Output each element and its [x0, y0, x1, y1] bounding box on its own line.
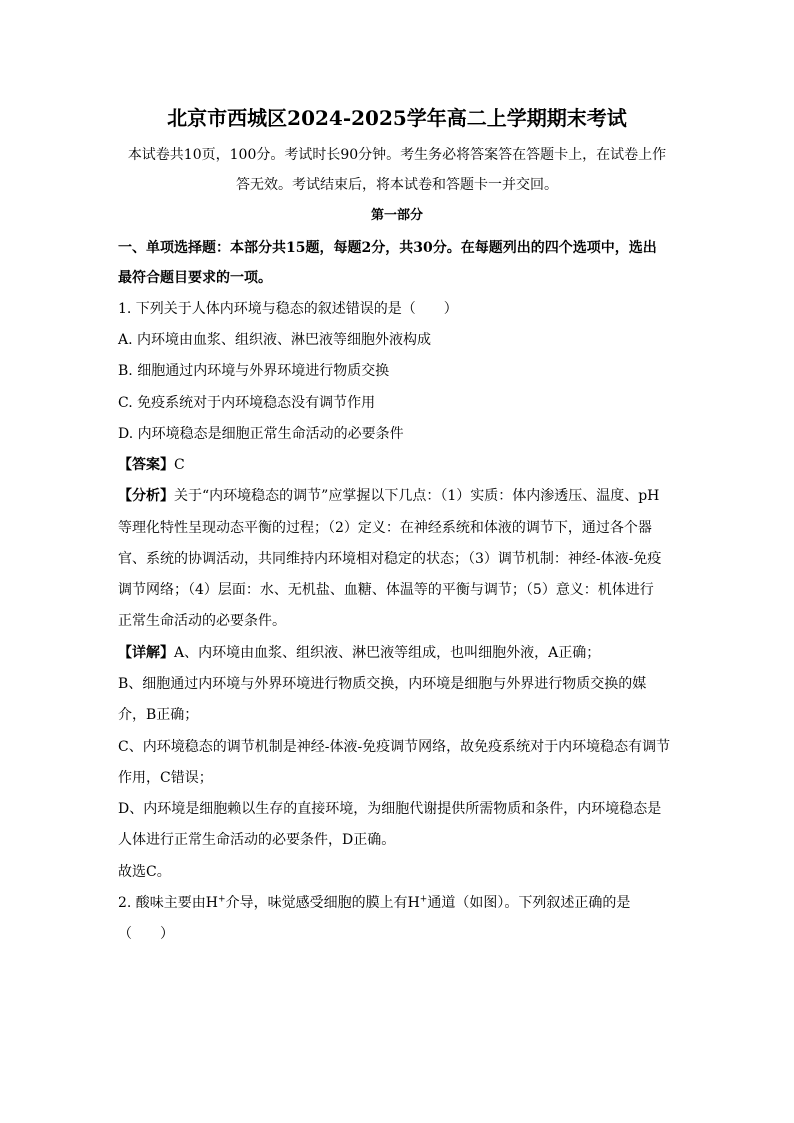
document-title: 北京市西城区2024-2025学年高二上学期期末考试 — [167, 106, 627, 130]
detail-label: 【详解】 — [118, 645, 174, 661]
conclusion-line: 故选C。 — [118, 864, 171, 880]
section-instructions-line-2: 最符合题目要求的一项。 — [118, 270, 272, 286]
analysis-line-1 — [118, 486, 659, 506]
superscript-plus-1: + — [218, 894, 226, 905]
analysis-line-5: 正常生命活动的必要条件。 — [118, 613, 286, 629]
question-2-stem-part-2: 介导，味觉感受细胞的膜上有H — [225, 895, 420, 911]
section-instructions-line-1: 一、单项选择题：本部分共15题，每题2分，共30分。在每题列出的四个选项中，选出 — [118, 240, 657, 256]
answer-line — [118, 455, 185, 475]
question-1-stem: 1. 下列关于人体内环境与稳态的叙述错误的是（ ） — [118, 301, 458, 317]
detail-line-5: 作用，C错误； — [118, 770, 213, 786]
analysis-label: 【分析】 — [118, 488, 174, 504]
detail-line-1 — [118, 643, 600, 663]
detail-line-6: D、内环境是细胞赖以生存的直接环境，为细胞代谢提供所需物质和条件，内环境稳态是 — [118, 801, 662, 817]
question-1-option-b: B. 细胞通过内环境与外界环境进行物质交换 — [118, 363, 390, 379]
superscript-plus-2: + — [419, 894, 428, 905]
intro-line-2: 答无效。考试结束后，将本试卷和答题卡一并交回。 — [236, 177, 558, 193]
question-2-stem-part-1: 2. 酸味主要由H — [118, 895, 219, 911]
detail-line-4: C、内环境稳态的调节机制是神经-体液-免疫调节网络，故免疫系统对于内环境稳态有调节 — [118, 739, 671, 755]
question-2-stem-part-3: 通道（如图）。下列叙述正确的是 — [427, 895, 631, 911]
analysis-line-2: 等理化特性呈现动态平衡的过程；（2）定义：在神经系统和体液的调节下，通过各个器 — [118, 520, 652, 536]
answer-label: 【答案】 — [118, 457, 174, 473]
question-1-option-c: C. 免疫系统对于内环境稳态没有调节作用 — [118, 395, 376, 411]
question-1-option-d: D. 内环境稳态是细胞正常生命活动的必要条件 — [118, 426, 404, 442]
answer-value: C — [174, 457, 185, 473]
question-1-option-a: A. 内环境由血浆、组织液、淋巴液等细胞外液构成 — [118, 332, 432, 348]
analysis-line-3: 官、系统的协调活动，共同维持内环境相对稳定的状态；（3）调节机制：神经-体液-免疫 — [118, 551, 662, 567]
question-2-stem-line-2: （ ） — [118, 926, 174, 942]
analysis-text-1: 关于“内环境稳态的调节”应掌握以下几点：（1）实质：体内渗透压、温度、pH — [174, 488, 660, 504]
intro-line-1: 本试卷共10页，100分。考试时长90分钟。考生务必将答案答在答题卡上，在试卷上作 — [127, 147, 667, 163]
analysis-line-4: 调节网络；（4）层面：水、无机盐、血糖、体温等的平衡与调节；（5）意义：机体进行 — [118, 582, 654, 598]
detail-line-2: B、细胞通过内环境与外界环境进行物质交换，内环境是细胞与外界进行物质交换的媒 — [118, 676, 647, 692]
detail-line-3: 介，B正确； — [118, 707, 199, 723]
detail-line-7: 人体进行正常生命活动的必要条件，D正确。 — [118, 832, 396, 848]
detail-text-1: A、内环境由血浆、组织液、淋巴液等组成，也叫细胞外液，A正确； — [174, 645, 601, 661]
part-heading: 第一部分 — [370, 208, 423, 223]
question-2-stem — [118, 893, 630, 913]
